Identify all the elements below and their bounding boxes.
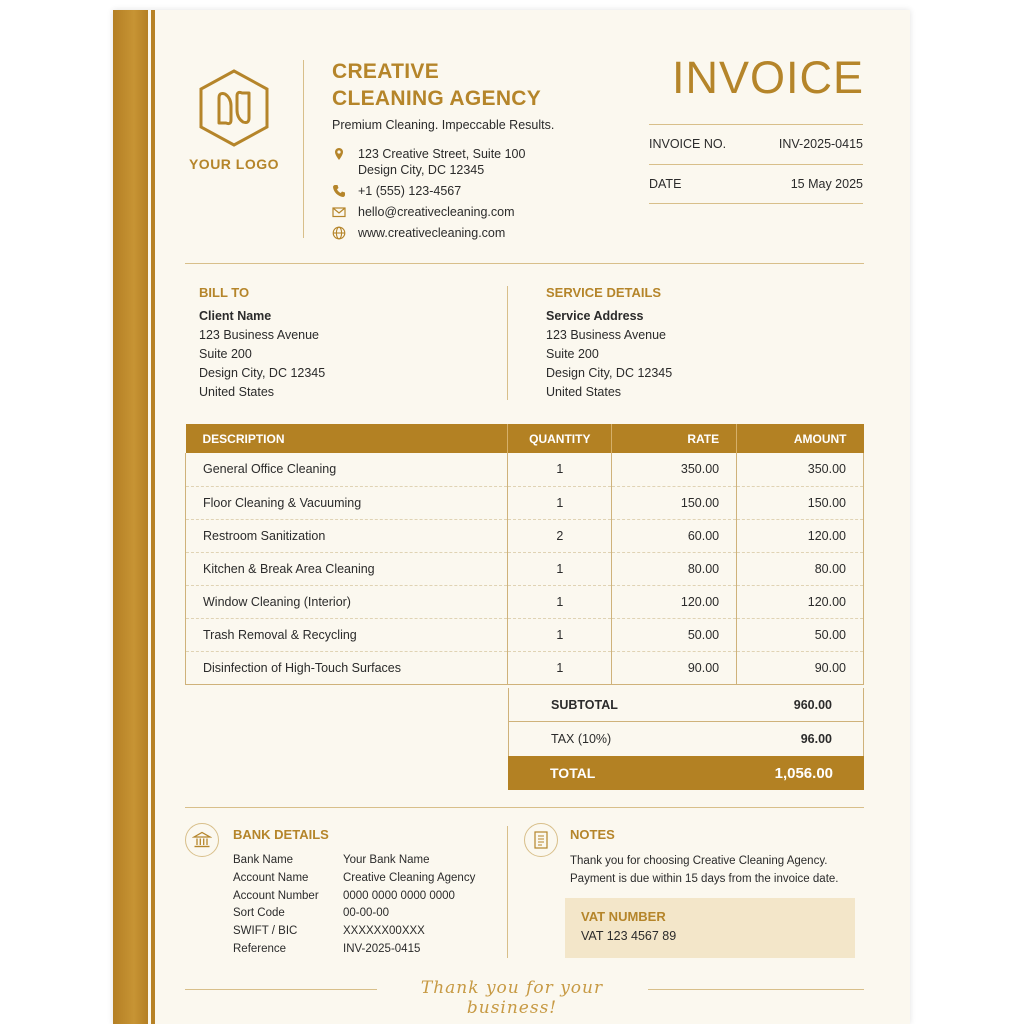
document-icon bbox=[524, 823, 558, 857]
company-name: CREATIVE CLEANING AGENCY bbox=[332, 60, 542, 110]
contact-website: www.creativecleaning.com bbox=[332, 225, 505, 241]
item-amount: 120.00 bbox=[737, 519, 864, 552]
item-amount: 150.00 bbox=[737, 486, 864, 519]
bank-icon bbox=[185, 823, 219, 857]
item-rate: 120.00 bbox=[612, 585, 737, 618]
table-row bbox=[186, 519, 864, 552]
bank-field-value: Creative Cleaning Agency bbox=[343, 871, 476, 884]
bill-to-line: Design City, DC 12345 bbox=[199, 366, 326, 380]
notes-heading: NOTES bbox=[570, 827, 615, 842]
logo-icon bbox=[197, 68, 271, 148]
footer-rule-left bbox=[185, 989, 377, 990]
item-description: Floor Cleaning & Vacuuming bbox=[186, 486, 508, 519]
invoice-date-label: DATE bbox=[649, 177, 682, 191]
vat-value: VAT 123 4567 89 bbox=[581, 929, 677, 943]
table-row bbox=[186, 486, 864, 519]
header-divider bbox=[303, 60, 304, 238]
item-quantity: 1 bbox=[508, 585, 612, 618]
item-rate: 350.00 bbox=[612, 453, 737, 486]
envelope-icon bbox=[332, 205, 346, 219]
vat-label: VAT NUMBER bbox=[581, 909, 666, 924]
bill-to-line: Suite 200 bbox=[199, 347, 252, 361]
footer-rule-right bbox=[648, 989, 864, 990]
invoice-number-row bbox=[649, 124, 863, 164]
contact-email: hello@creativecleaning.com bbox=[332, 204, 515, 220]
service-address-name: Service Address bbox=[546, 309, 644, 323]
side-band bbox=[113, 10, 148, 1024]
item-description: Disinfection of High-Touch Surfaces bbox=[186, 651, 508, 684]
item-description: Window Cleaning (Interior) bbox=[186, 585, 508, 618]
service-details-block bbox=[546, 285, 672, 402]
bill-to-block bbox=[199, 285, 325, 402]
service-address-line: Suite 200 bbox=[546, 347, 599, 361]
table-row bbox=[186, 651, 864, 684]
tax-row bbox=[508, 722, 864, 756]
address-divider bbox=[507, 286, 508, 400]
item-rate: 90.00 bbox=[612, 651, 737, 684]
column-header-description: DESCRIPTION bbox=[186, 424, 508, 453]
item-quantity: 1 bbox=[508, 486, 612, 519]
bank-field-label: Sort Code bbox=[233, 907, 285, 920]
total-value: 1,056.00 bbox=[774, 764, 833, 782]
item-rate: 60.00 bbox=[612, 519, 737, 552]
bank-field-value: INV-2025-0415 bbox=[343, 942, 421, 955]
bank-field-label: Bank Name bbox=[233, 854, 294, 866]
bank-field-value: XXXXXX00XXX bbox=[343, 925, 425, 938]
item-quantity: 1 bbox=[508, 651, 612, 684]
footer-divider bbox=[507, 826, 508, 958]
bank-field-label: Account Number bbox=[233, 889, 319, 902]
side-band-line bbox=[151, 10, 155, 1024]
invoice-date: 15 May 2025 bbox=[790, 177, 863, 191]
footer-separator bbox=[185, 807, 864, 808]
notes-text: Thank you for choosing Creative Cleaning Agency. Payment is due within 15 days from the invoice date. bbox=[570, 855, 839, 885]
service-details-heading: SERVICE DETAILS bbox=[546, 285, 662, 300]
invoice-date-row bbox=[649, 164, 863, 204]
service-address-line: Design City, DC 12345 bbox=[546, 366, 673, 380]
tax-value: 96.00 bbox=[800, 732, 832, 746]
totals-block bbox=[508, 688, 864, 790]
table-header-row bbox=[186, 424, 864, 453]
item-amount: 80.00 bbox=[737, 552, 864, 585]
subtotal-row bbox=[508, 688, 864, 722]
item-description: Restroom Sanitization bbox=[186, 519, 508, 552]
tax-label: TAX (10%) bbox=[551, 732, 612, 746]
contact-phone: +1 (555) 123-4567 bbox=[332, 183, 461, 199]
bill-to-line: United States bbox=[199, 385, 275, 399]
contact-address: 123 Creative Street, Suite 100 Design City, DC 12345 bbox=[332, 146, 525, 178]
logo-text: YOUR LOGO bbox=[188, 156, 280, 172]
company-tagline: Premium Cleaning. Impeccable Results. bbox=[332, 118, 555, 132]
subtotal-label: SUBTOTAL bbox=[551, 697, 618, 712]
item-quantity: 1 bbox=[508, 618, 612, 651]
item-amount: 50.00 bbox=[737, 618, 864, 651]
service-address-line: 123 Business Avenue bbox=[546, 328, 667, 342]
item-rate: 50.00 bbox=[612, 618, 737, 651]
invoice-title: INVOICE bbox=[671, 52, 864, 103]
column-header-rate: RATE bbox=[612, 424, 737, 453]
item-description: Kitchen & Break Area Cleaning bbox=[186, 552, 508, 585]
invoice-number-label: INVOICE NO. bbox=[649, 137, 727, 151]
bank-field-value: 00-00-00 bbox=[343, 907, 390, 920]
table-row bbox=[186, 552, 864, 585]
line-items-table bbox=[185, 424, 864, 685]
header-separator bbox=[185, 263, 864, 264]
bank-field-label: SWIFT / BIC bbox=[233, 925, 298, 938]
column-header-quantity: QUANTITY bbox=[508, 424, 612, 453]
vat-box bbox=[565, 898, 855, 958]
item-amount: 90.00 bbox=[737, 651, 864, 684]
table-row bbox=[186, 585, 864, 618]
bank-details-list bbox=[233, 852, 475, 959]
item-rate: 80.00 bbox=[612, 552, 737, 585]
globe-icon bbox=[332, 226, 346, 240]
thank-you-message: Thank you for your business! bbox=[420, 978, 604, 1018]
bank-field-label: Reference bbox=[233, 942, 287, 955]
invoice-number: INV-2025-0415 bbox=[778, 137, 863, 151]
item-quantity: 2 bbox=[508, 519, 612, 552]
table-row bbox=[186, 618, 864, 651]
bill-to-name: Client Name bbox=[199, 309, 272, 323]
subtotal-value: 960.00 bbox=[793, 697, 832, 712]
service-address-line: United States bbox=[546, 385, 622, 399]
location-pin-icon bbox=[332, 147, 346, 161]
bill-to-heading: BILL TO bbox=[199, 285, 250, 300]
item-rate: 150.00 bbox=[612, 486, 737, 519]
item-quantity: 1 bbox=[508, 552, 612, 585]
item-quantity: 1 bbox=[508, 453, 612, 486]
item-amount: 350.00 bbox=[737, 453, 864, 486]
item-description: General Office Cleaning bbox=[186, 453, 508, 486]
column-header-amount: AMOUNT bbox=[737, 424, 864, 453]
item-amount: 120.00 bbox=[737, 585, 864, 618]
bank-field-value: 0000 0000 0000 0000 bbox=[343, 889, 455, 902]
item-description: Trash Removal & Recycling bbox=[186, 618, 508, 651]
table-row bbox=[186, 453, 864, 486]
bill-to-line: 123 Business Avenue bbox=[199, 328, 320, 342]
phone-icon bbox=[332, 184, 346, 198]
total-label: TOTAL bbox=[550, 765, 596, 781]
bank-field-value: Your Bank Name bbox=[343, 854, 430, 866]
total-row bbox=[508, 756, 864, 790]
bank-field-label: Account Name bbox=[233, 871, 309, 884]
bank-details-heading: BANK DETAILS bbox=[233, 827, 329, 842]
